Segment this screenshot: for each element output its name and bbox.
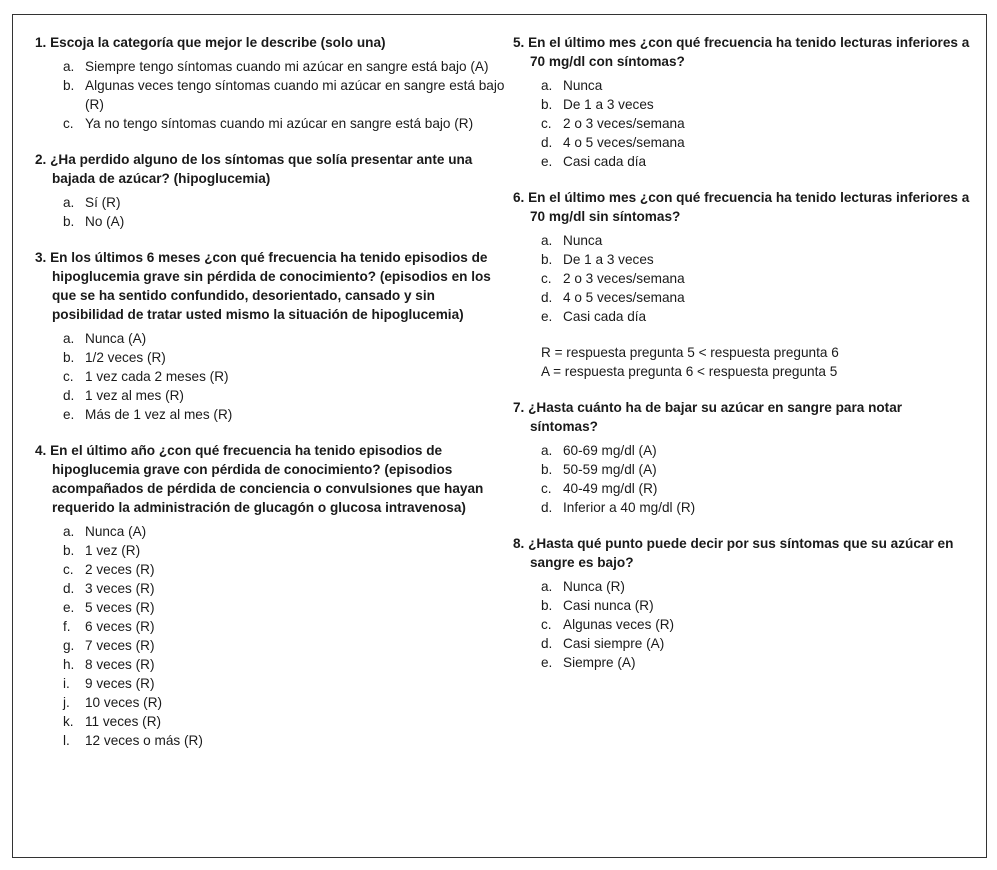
option-letter: c. xyxy=(541,481,552,496)
option-text: De 1 a 3 veces xyxy=(563,252,654,267)
option-text: De 1 a 3 veces xyxy=(563,97,654,112)
answer-option xyxy=(513,596,973,615)
answer-option xyxy=(35,617,505,636)
option-letter: d. xyxy=(541,636,553,651)
question-block xyxy=(35,441,505,750)
option-letter: b. xyxy=(541,252,553,267)
answer-option xyxy=(35,57,505,76)
option-list xyxy=(35,329,505,424)
option-letter: k. xyxy=(63,714,74,729)
option-text: 12 veces o más (R) xyxy=(85,733,203,748)
option-text: 40-49 mg/dl (R) xyxy=(563,481,658,496)
option-letter: d. xyxy=(63,581,75,596)
scoring-rule-a: A = respuesta pregunta 6 < respuesta pregunta 5 xyxy=(541,364,838,379)
option-text: 2 o 3 veces/semana xyxy=(563,271,685,286)
option-text: 1 vez (R) xyxy=(85,543,141,558)
question-title: 4. En el último año ¿con qué frecuencia ha tenido episodios de hipoglucemia grave con pérdida de conocimiento? (episodios acompañados de pérdida de conciencia o convulsiones que hayan requerido la administración de glucagón o glucosa intravenosa) xyxy=(35,443,484,515)
answer-option xyxy=(35,114,505,133)
answer-option xyxy=(35,655,505,674)
question-block xyxy=(513,398,973,517)
option-list xyxy=(513,577,973,672)
answer-option xyxy=(513,577,973,596)
option-letter: b. xyxy=(63,350,75,365)
option-letter: c. xyxy=(63,562,74,577)
answer-option xyxy=(35,522,505,541)
answer-option xyxy=(513,269,973,288)
option-letter: h. xyxy=(63,657,75,672)
question-block xyxy=(513,188,973,326)
option-text: Nunca xyxy=(563,78,603,93)
option-text: 60-69 mg/dl (A) xyxy=(563,443,657,458)
option-text: Más de 1 vez al mes (R) xyxy=(85,407,233,422)
option-letter: c. xyxy=(541,271,552,286)
answer-option xyxy=(35,405,505,424)
question-block xyxy=(35,33,505,133)
answer-option xyxy=(513,653,973,672)
question-title: 7. ¿Hasta cuánto ha de bajar su azúcar en sangre para notar síntomas? xyxy=(513,400,903,434)
option-text: Algunas veces tengo síntomas cuando mi azúcar en sangre está bajo (R) xyxy=(85,78,505,112)
option-letter: d. xyxy=(541,135,553,150)
option-text: 1 vez al mes (R) xyxy=(85,388,184,403)
option-list xyxy=(513,231,973,326)
option-text: 10 veces (R) xyxy=(85,695,163,710)
answer-option xyxy=(35,348,505,367)
option-text: 1/2 veces (R) xyxy=(85,350,166,365)
option-letter: d. xyxy=(63,388,75,403)
answer-option xyxy=(35,212,505,231)
scoring-notes xyxy=(541,343,973,381)
question-title: 3. En los últimos 6 meses ¿con qué frecuencia ha tenido episodios de hipoglucemia grave sin pérdida de conocimiento? (episodios en los que se ha sentido confundido, desorientado, cansado y sin posibilidad de tratar usted mismo la situación de hipoglucemia) xyxy=(35,250,491,322)
left-column xyxy=(35,33,505,767)
option-letter: a. xyxy=(63,331,75,346)
answer-option xyxy=(35,731,505,750)
option-text: Casi cada día xyxy=(563,154,647,169)
answer-option xyxy=(35,193,505,212)
option-letter: f. xyxy=(63,619,71,634)
option-list xyxy=(513,441,973,517)
option-list xyxy=(35,522,505,750)
option-text: 3 veces (R) xyxy=(85,581,155,596)
option-text: 8 veces (R) xyxy=(85,657,155,672)
option-list xyxy=(35,193,505,231)
option-text: Ya no tengo síntomas cuando mi azúcar en sangre está bajo (R) xyxy=(85,116,474,131)
option-letter: b. xyxy=(63,543,75,558)
answer-option xyxy=(35,541,505,560)
scoring-rule-r: R = respuesta pregunta 5 < respuesta pregunta 6 xyxy=(541,345,839,360)
answer-option xyxy=(513,114,973,133)
question-title: 6. En el último mes ¿con qué frecuencia ha tenido lecturas inferiores a 70 mg/dl sin síntomas? xyxy=(513,190,970,224)
question-block xyxy=(513,33,973,171)
option-letter: b. xyxy=(63,78,75,93)
answer-option xyxy=(35,386,505,405)
questionnaire-frame xyxy=(12,14,987,858)
option-text: 1 vez cada 2 meses (R) xyxy=(85,369,229,384)
option-text: 7 veces (R) xyxy=(85,638,155,653)
option-text: 6 veces (R) xyxy=(85,619,155,634)
answer-option xyxy=(35,76,505,114)
question-block xyxy=(513,534,973,672)
answer-option xyxy=(513,288,973,307)
option-text: 11 veces (R) xyxy=(85,714,162,729)
option-letter: c. xyxy=(63,116,74,131)
option-letter: l. xyxy=(63,733,70,748)
option-letter: e. xyxy=(541,655,553,670)
option-letter: e. xyxy=(541,154,553,169)
option-text: 50-59 mg/dl (A) xyxy=(563,462,657,477)
option-letter: b. xyxy=(541,462,553,477)
option-letter: e. xyxy=(63,600,75,615)
right-questions-group-2 xyxy=(513,398,973,672)
option-text: Casi cada día xyxy=(563,309,647,324)
option-letter: b. xyxy=(541,598,553,613)
option-text: Sí (R) xyxy=(85,195,121,210)
option-letter: b. xyxy=(63,214,75,229)
option-text: 2 o 3 veces/semana xyxy=(563,116,685,131)
option-letter: g. xyxy=(63,638,75,653)
option-letter: a. xyxy=(541,233,553,248)
option-text: Nunca (A) xyxy=(85,524,147,539)
option-text: Casi nunca (R) xyxy=(563,598,654,613)
option-letter: d. xyxy=(541,290,553,305)
answer-option xyxy=(35,560,505,579)
answer-option xyxy=(513,307,973,326)
answer-option xyxy=(35,693,505,712)
answer-option xyxy=(513,76,973,95)
answer-option xyxy=(513,133,973,152)
answer-option xyxy=(513,460,973,479)
option-letter: e. xyxy=(541,309,553,324)
option-text: 4 o 5 veces/semana xyxy=(563,290,685,305)
option-letter: a. xyxy=(541,579,553,594)
answer-option xyxy=(513,441,973,460)
option-letter: a. xyxy=(63,59,75,74)
option-text: 5 veces (R) xyxy=(85,600,155,615)
option-letter: i. xyxy=(63,676,70,691)
option-text: Siempre tengo síntomas cuando mi azúcar en sangre está bajo (A) xyxy=(85,59,489,74)
option-letter: c. xyxy=(63,369,74,384)
question-title: 8. ¿Hasta qué punto puede decir por sus síntomas que su azúcar en sangre es bajo? xyxy=(513,536,954,570)
option-text: Algunas veces (R) xyxy=(563,617,675,632)
answer-option xyxy=(35,367,505,386)
answer-option xyxy=(513,634,973,653)
option-text: 9 veces (R) xyxy=(85,676,155,691)
answer-option xyxy=(35,329,505,348)
right-questions-group-1 xyxy=(513,33,973,326)
option-letter: a. xyxy=(63,195,75,210)
option-letter: c. xyxy=(541,116,552,131)
question-block xyxy=(35,248,505,424)
option-text: Siempre (A) xyxy=(563,655,636,670)
answer-option xyxy=(513,479,973,498)
option-text: 4 o 5 veces/semana xyxy=(563,135,685,150)
option-letter: a. xyxy=(541,443,553,458)
question-block xyxy=(35,150,505,231)
question-title: 1. Escoja la categoría que mejor le describe (solo una) xyxy=(35,35,386,50)
option-letter: a. xyxy=(541,78,553,93)
answer-option xyxy=(35,579,505,598)
option-list xyxy=(513,76,973,171)
answer-option xyxy=(513,152,973,171)
option-text: No (A) xyxy=(85,214,125,229)
option-letter: j. xyxy=(63,695,70,710)
answer-option xyxy=(35,712,505,731)
question-title: 5. En el último mes ¿con qué frecuencia ha tenido lecturas inferiores a 70 mg/dl con síntomas? xyxy=(513,35,970,69)
option-list xyxy=(35,57,505,133)
answer-option xyxy=(35,674,505,693)
option-text: 2 veces (R) xyxy=(85,562,155,577)
option-letter: c. xyxy=(541,617,552,632)
right-column xyxy=(513,33,973,689)
option-text: Nunca (A) xyxy=(85,331,147,346)
answer-option xyxy=(513,615,973,634)
option-letter: e. xyxy=(63,407,75,422)
option-letter: d. xyxy=(541,500,553,515)
question-title: 2. ¿Ha perdido alguno de los síntomas que solía presentar ante una bajada de azúcar? (hipoglucemia) xyxy=(35,152,473,186)
option-letter: b. xyxy=(541,97,553,112)
answer-option xyxy=(513,250,973,269)
option-text: Nunca xyxy=(563,233,603,248)
answer-option xyxy=(35,636,505,655)
answer-option xyxy=(513,498,973,517)
option-text: Nunca (R) xyxy=(563,579,625,594)
answer-option xyxy=(35,598,505,617)
option-text: Casi siempre (A) xyxy=(563,636,665,651)
answer-option xyxy=(513,231,973,250)
answer-option xyxy=(513,95,973,114)
option-text: Inferior a 40 mg/dl (R) xyxy=(563,500,696,515)
option-letter: a. xyxy=(63,524,75,539)
